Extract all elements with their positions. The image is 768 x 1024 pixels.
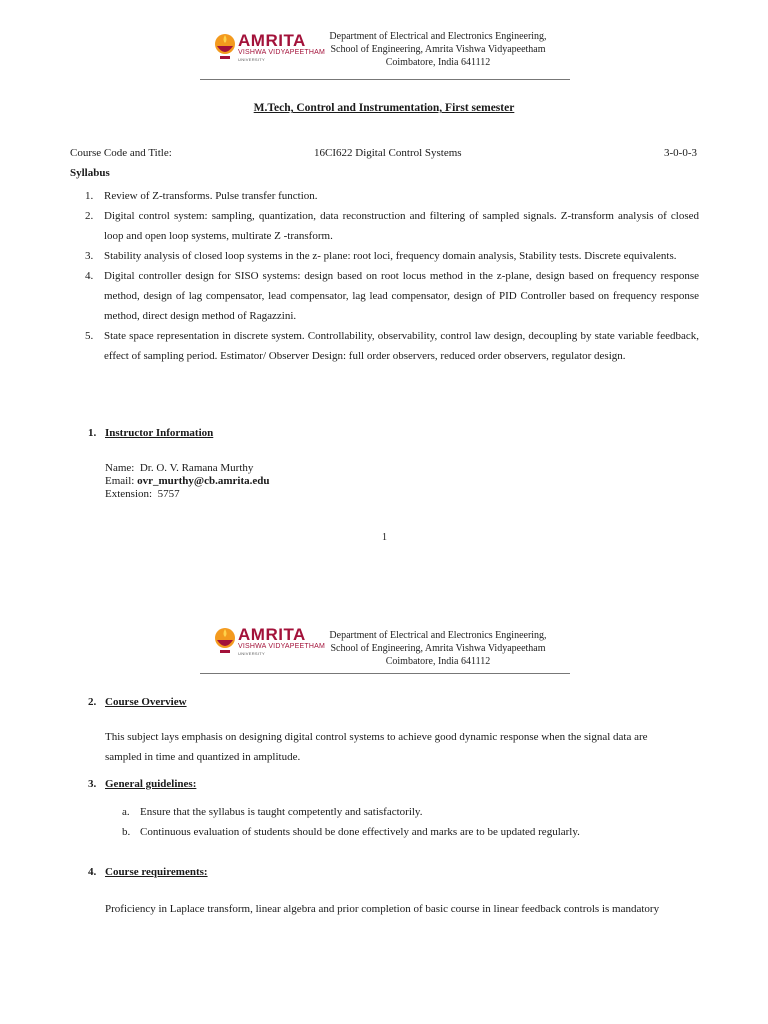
section-title: Course Overview xyxy=(105,696,187,708)
course-code-label: Course Code and Title: xyxy=(70,147,172,159)
course-credits: 3-0-0-3 xyxy=(664,147,697,159)
header-divider xyxy=(200,79,570,80)
syllabus-item-text: Stability analysis of closed loop systems in the z- plane: root loci, frequency domain analysis, Stability tests. Discrete equivalents. xyxy=(104,250,677,262)
syllabus-item xyxy=(85,206,699,246)
page-number: 1 xyxy=(382,532,387,543)
syllabus-item-text: Review of Z-transforms. Pulse transfer function. xyxy=(104,190,318,202)
section-title: General guidelines: xyxy=(105,778,197,790)
dept-line-1: Department of Electrical and Electronics Engineering, xyxy=(329,31,547,42)
logo-subtitle: VISHWA VIDYAPEETHAM xyxy=(238,643,326,650)
page-header-1 xyxy=(0,30,768,85)
guideline-letter: b. xyxy=(122,826,131,838)
overview-text: This subject lays emphasis on designing digital control systems to achieve good dynamic response when the signal data are sampled in time and quantized in amplitude. xyxy=(105,731,648,763)
guidelines-list xyxy=(122,802,682,842)
syllabus-item-text: State space representation in discrete system. Controllability, observability, control law design, decoupling by state variable feedback, effect of sampling period. Estimator/ Observer Design: full order observers, reduced order observers, regulator design. xyxy=(104,330,699,362)
section-title: Instructor Information xyxy=(105,427,214,439)
syllabus-item-number: 5. xyxy=(85,330,94,342)
syllabus-item xyxy=(85,326,699,366)
section-number: 2. xyxy=(88,696,97,708)
instructor-email: ovr_murthy@cb.amrita.edu xyxy=(137,475,270,487)
section-number: 4. xyxy=(88,866,97,878)
logo-tagline: UNIVERSITY xyxy=(238,651,266,656)
overview-heading xyxy=(88,696,187,708)
guideline-item xyxy=(122,802,682,822)
instructor-details xyxy=(105,462,270,501)
instructor-extension: 5757 xyxy=(157,488,180,500)
instructor-email-row xyxy=(105,475,270,488)
lamp-emblem-icon xyxy=(212,32,238,62)
guideline-text: Ensure that the syllabus is taught competently and satisfactorily. xyxy=(140,806,423,818)
requirements-text: Proficiency in Laplace transform, linear algebra and prior completion of basic course in linear feedback controls is mandatory xyxy=(105,903,660,915)
logo-tagline: UNIVERSITY xyxy=(238,57,266,62)
instructor-extension-row xyxy=(105,488,270,501)
department-address xyxy=(300,629,576,668)
dept-line-2: School of Engineering, Amrita Vishwa Vidyapeetham xyxy=(330,643,546,654)
page-header-2 xyxy=(0,624,768,679)
syllabus-list xyxy=(85,186,699,366)
syllabus-item-number: 3. xyxy=(85,250,94,262)
department-address xyxy=(300,30,576,69)
email-label: Email: xyxy=(105,475,135,487)
syllabus-item-number: 4. xyxy=(85,270,94,282)
syllabus-heading: Syllabus xyxy=(70,167,110,179)
instructor-name: Dr. O. V. Ramana Murthy xyxy=(139,462,254,474)
section-number: 3. xyxy=(88,778,97,790)
dept-line-2: School of Engineering, Amrita Vishwa Vidyapeetham xyxy=(330,44,546,55)
syllabus-item xyxy=(85,266,699,326)
syllabus-item-text: Digital controller design for SISO systems: design based on root locus method in the z-plane, design based on frequency response method, design of lag compensator, lead compensator, lag lead compensator, design of PID Controller based on frequency response method, direct design method of Ragazzini. xyxy=(104,270,699,322)
syllabus-item-number: 2. xyxy=(85,210,94,222)
name-label: Name: xyxy=(105,462,135,474)
logo-name: AMRITA xyxy=(238,31,306,50)
dept-line-1: Department of Electrical and Electronics Engineering, xyxy=(329,630,547,641)
extension-label: Extension: xyxy=(105,488,153,500)
lamp-emblem-icon xyxy=(212,626,238,656)
guideline-letter: a. xyxy=(122,806,130,818)
syllabus-item-number: 1. xyxy=(85,190,94,202)
course-name: 16CI622 Digital Control Systems xyxy=(314,147,462,159)
instructor-name-row xyxy=(105,462,270,475)
guideline-text: Continuous evaluation of students should be done effectively and marks are to be updated regularly. xyxy=(140,826,580,838)
section-title: Course requirements: xyxy=(105,866,208,878)
syllabus-item-text: Digital control system: sampling, quantization, data reconstruction and filtering of sampled signals. Z-transform analysis of closed loop and open loop systems, multirate Z -transform. xyxy=(104,210,699,242)
instructor-heading xyxy=(88,427,213,439)
header-divider xyxy=(200,673,570,674)
dept-line-3: Coimbatore, India 641112 xyxy=(385,656,491,667)
logo-name: AMRITA xyxy=(238,625,306,644)
syllabus-item xyxy=(85,186,699,206)
dept-line-3: Coimbatore, India 641112 xyxy=(385,57,491,68)
syllabus-item xyxy=(85,246,699,266)
document-title: M.Tech, Control and Instrumentation, First semester xyxy=(253,102,515,114)
guideline-item xyxy=(122,822,682,842)
guidelines-heading xyxy=(88,778,196,790)
requirements-heading xyxy=(88,866,208,878)
logo-subtitle: VISHWA VIDYAPEETHAM xyxy=(238,49,326,56)
section-number: 1. xyxy=(88,427,97,439)
